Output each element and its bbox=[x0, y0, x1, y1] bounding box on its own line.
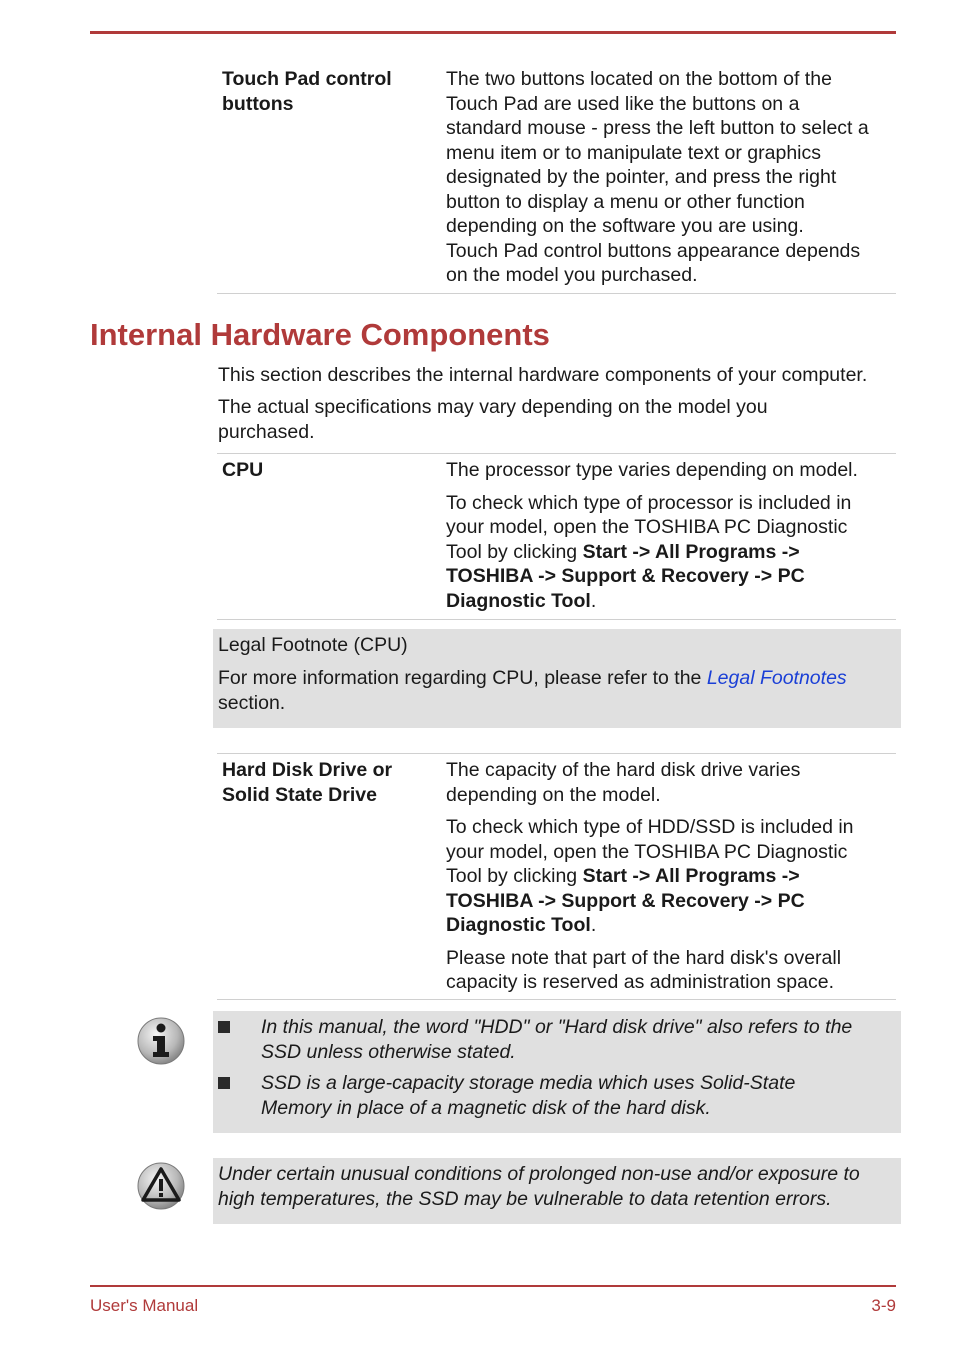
hdd-desc-line: capacity is reserved as administration space. bbox=[446, 971, 835, 993]
note-line: SSD is a large-capacity storage media which uses Solid-State bbox=[261, 1072, 796, 1094]
hdd-desc-line: depending on the model. bbox=[446, 783, 661, 806]
section-intro: This section describes the internal hardware components of your computer. bbox=[218, 364, 868, 386]
footer-title: User's Manual bbox=[90, 1296, 199, 1315]
touchpad-description bbox=[446, 67, 896, 288]
cpu-menu-path: TOSHIBA -> Support & Recovery -> PC bbox=[446, 565, 805, 587]
hdd-menu-path: Diagnostic Tool bbox=[446, 914, 591, 936]
touchpad-desc-line: standard mouse - press the left button to select a bbox=[446, 117, 869, 139]
cpu-description bbox=[446, 458, 896, 613]
hdd-desc-line: To check which type of HDD/SSD is included in bbox=[446, 816, 854, 838]
note-line: Memory in place of a magnetic disk of the hard disk. bbox=[261, 1096, 711, 1119]
cpu-desc-line: To check which type of processor is included in bbox=[446, 491, 852, 514]
table-divider bbox=[217, 753, 896, 754]
note-line: SSD unless otherwise stated. bbox=[261, 1040, 516, 1063]
info-icon bbox=[136, 1016, 186, 1066]
cpu-desc-line bbox=[446, 589, 896, 614]
hdd-desc-text: Tool by clicking bbox=[446, 865, 583, 887]
section-title: Internal Hardware Components bbox=[90, 317, 550, 352]
hdd-desc-line: your model, open the TOSHIBA PC Diagnostic bbox=[446, 840, 848, 863]
bullet-marker bbox=[218, 1077, 230, 1089]
hdd-menu-path: Start -> All Programs -> bbox=[582, 865, 800, 887]
cpu-term: CPU bbox=[222, 459, 264, 481]
cpu-desc-line: your model, open the TOSHIBA PC Diagnostic bbox=[446, 516, 848, 538]
touchpad-desc-line: menu item or to manipulate text or graphics bbox=[446, 141, 822, 164]
cpu-desc-p1: The processor type varies depending on model. bbox=[446, 459, 858, 481]
warning-line: high temperatures, the SSD may be vulnerable to data retention errors. bbox=[218, 1187, 832, 1210]
table-divider bbox=[217, 453, 896, 454]
touchpad-desc-line: on the model you purchased. bbox=[446, 264, 698, 286]
note-line: In this manual, the word "HDD" or "Hard disk drive" also refers to the bbox=[261, 1016, 853, 1038]
hdd-desc-text: . bbox=[590, 914, 597, 936]
cpu-desc-line bbox=[446, 540, 896, 565]
section-note-line: The actual specifications may vary depending on the model you bbox=[218, 396, 768, 418]
bullet-marker bbox=[218, 1021, 230, 1033]
touchpad-desc-line: Touch Pad control buttons appearance depends bbox=[446, 239, 861, 262]
cpu-menu-path: Start -> All Programs -> bbox=[582, 540, 800, 563]
section-note-line: purchased. bbox=[218, 420, 315, 443]
cpu-menu-path: Diagnostic Tool bbox=[446, 589, 591, 612]
legal-footnote-heading: Legal Footnote (CPU) bbox=[218, 634, 408, 656]
hdd-desc-line bbox=[446, 913, 896, 938]
legal-footnote-body: For more information regarding CPU, please refer to the bbox=[218, 667, 707, 689]
hdd-desc-line bbox=[446, 864, 896, 889]
hdd-term-line: Hard Disk Drive or bbox=[222, 759, 393, 781]
touchpad-desc-line: depending on the software you are using. bbox=[446, 215, 804, 237]
footer-rule bbox=[90, 1285, 896, 1287]
cpu-desc-text: Tool by clicking bbox=[446, 540, 583, 563]
cpu-desc-text: . bbox=[590, 589, 597, 612]
hdd-desc-line: Please note that part of the hard disk's overall bbox=[446, 946, 842, 969]
legal-footnotes-link[interactable]: Legal Footnotes bbox=[706, 667, 847, 689]
hdd-description bbox=[446, 758, 896, 995]
touchpad-desc-line: button to display a menu or other function bbox=[446, 190, 805, 213]
hdd-desc-line: The capacity of the hard disk drive varies bbox=[446, 759, 801, 781]
warning-line: Under certain unusual conditions of prolonged non-use and/or exposure to bbox=[218, 1163, 860, 1185]
legal-footnote-body: section. bbox=[218, 691, 286, 714]
legal-footnote-text bbox=[218, 666, 888, 715]
touchpad-desc-line: Touch Pad are used like the buttons on a bbox=[446, 92, 800, 115]
touchpad-desc-line: The two buttons located on the bottom of the bbox=[446, 68, 832, 90]
touchpad-desc-line: designated by the pointer, and press the right bbox=[446, 166, 837, 188]
hdd-term bbox=[222, 758, 392, 807]
section-note bbox=[218, 395, 898, 444]
table-divider bbox=[217, 619, 896, 620]
note-bullet-text bbox=[261, 1015, 896, 1064]
note-bullet-text bbox=[261, 1071, 896, 1120]
table-divider bbox=[217, 293, 896, 294]
touchpad-term: Touch Pad control buttons bbox=[222, 68, 392, 115]
page-number: 3-9 bbox=[871, 1296, 896, 1315]
table-divider bbox=[217, 999, 896, 1000]
hdd-term-line: Solid State Drive bbox=[222, 783, 377, 806]
warning-text bbox=[218, 1162, 898, 1211]
header-rule bbox=[90, 31, 896, 34]
warning-icon bbox=[136, 1161, 186, 1211]
hdd-menu-path: TOSHIBA -> Support & Recovery -> PC bbox=[446, 889, 805, 912]
